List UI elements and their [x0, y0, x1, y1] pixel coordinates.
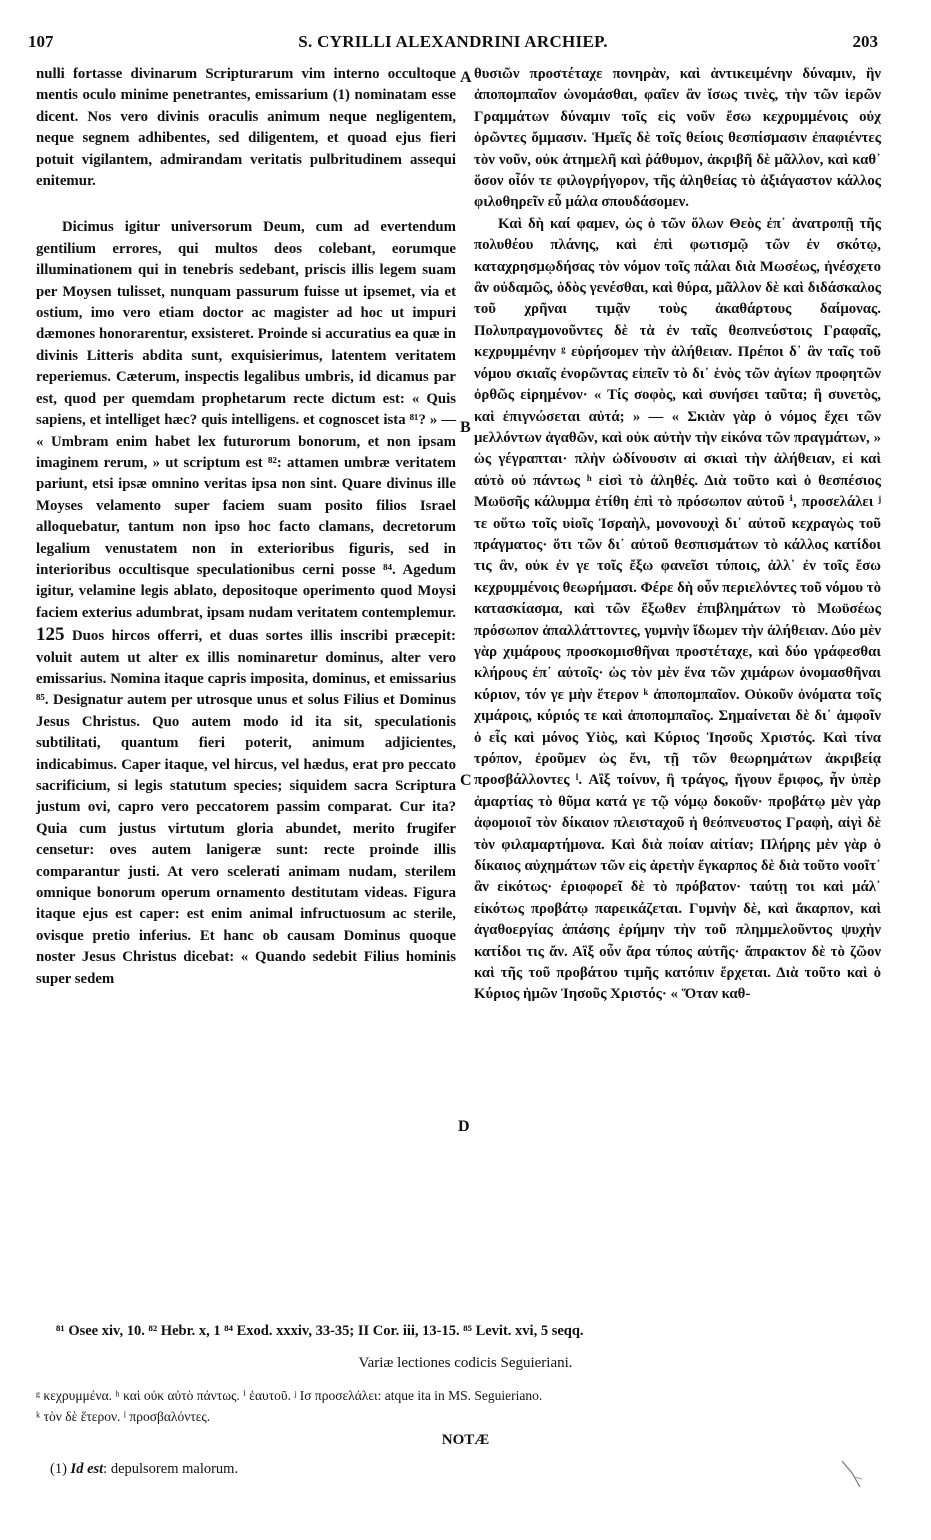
variae-line-2: ᵏ τὸν δὲ ἕτερον. ˡ προσβαλόντες.: [36, 1409, 211, 1424]
latin-column: [36, 64, 456, 990]
page-number-right: 203: [852, 32, 878, 51]
latin-paragraph-2-part-a: Dicimus igitur universorum Deum, cum ad evertendum gentilium errores, qui multos deos colebant, eorumque illuminationem qui in tenebris sedebant, priscis illis legem suam per Moysen tulisset, nunquam passurum fuisse ut ipsemet, via et ostium, imo vero etiam doctor ac magister ad hoc ut impuri dæmones honorarentur, exsisteret. Proinde si accuratius ea quæ in divinis Litteris abdita sunt, exquisierimus, latentem veritatem reperiemus. Cæterum, inspectis legalibus umbris, id dicamus par est, quod per quemdam prophetarum recte dictum est: « Quis sapiens, et intelliget hæc? quis intelligens. et cognoscet ista ⁸¹? » — « Umbram enim habet lex futurorum bonorum, et non ipsam imaginem rerum, » ut scriptum est ⁸²: attamen umbræ veritatem pariunt, etsi ipsæ omnino veritas ipsa non sint. Quare divinus ille Moyses velamento super faciem suam posito filios Israel alloquebatur, tantum non ipso hoc facto clamans, decretorum legalium venustatem non in exterioribus figuris, sed in interioribus occultisque speculationibus cerni posse ⁸⁴. Agedum igitur, velamine legis ablato, depositoque operimento quod Moysi faciem exterius adumbrat, ipsam nudam veritatem contemplemur.: [36, 219, 456, 621]
scripture-references: ⁸¹ Osee xiv, 10. ⁸² Hebr. x, 1 ⁸⁴ Exod. xxxiv, 33-35; II Cor. iii, 13-15. ⁸⁵ Levit. xvi, 5 seqq.: [56, 1323, 584, 1339]
variae-lectiones-heading: Variæ lectiones codicis Seguieriani.: [358, 1355, 573, 1371]
page-header: [28, 32, 878, 54]
latin-paragraph-2: [36, 217, 456, 990]
margin-letter-d: D: [458, 1118, 470, 1135]
notae-heading: NOTÆ: [441, 1432, 490, 1448]
greek-column: [474, 64, 881, 1006]
note-1-italic: Id est: [70, 1461, 104, 1477]
margin-letter-a: A: [460, 69, 472, 86]
variae-lectiones: [36, 1385, 886, 1427]
note-1-text: : depulsorem malorum.: [103, 1461, 239, 1477]
margin-letter-c: C: [460, 772, 472, 789]
latin-paragraph-1: nulli fortasse divinarum Scripturarum vim interno occultoque mentis oculo minime penetrantes, emissarium (1) nominatam esse dicent. Nos vero divinis oraculis animum neque negligentem, neque segnem adhibentes, sed diligentem, et quoad ejus fieri potuit vigilantem, admirandam veritatis pulbritudinem assequi enitemur.: [36, 66, 456, 190]
note-1: [50, 1461, 238, 1478]
greek-paragraph-2: Καὶ δὴ καί φαμεν, ὡς ὁ τῶν ὅλων Θεὸς ἐπ᾽ ἀνατροπῇ τῆς πολυθέου πλάνης, καὶ ἐπὶ φωτισμῷ τῶν ἐν σκότῳ, καταχρησμῳδήσας τὸν νόμον τοῖς πάλαι διὰ Μωσέως, ἠνέσχετο ἂν οὐδαμῶς, ὁδὸς γενέσθαι, καὶ θύρα, μᾶλλον δὲ καὶ διδάσκαλος τοῦ χρῆναι τιμᾷν τοὺς ἀκαθάρτους δαίμονας. Πολυπραγμονοῦντες δὲ τὰ ἐν ταῖς θεοπνεύστοις Γραφαῖς, κεχρυμμένην ᵍ εὑρήσομεν τὴν ἀλήθειαν. Πρέποι δ᾽ ἂν ταῖς τοῦ νόμου σκιαῖς ἐνορῶντας εἰπεῖν τὸ δι᾽ ἑνὸς τῶν ἁγίων προφητῶν ὀρθῶς εἰρημένον· « Τίς σοφὸς, καὶ συνήσει ταῦτα; ἢ συνετὸς, καὶ ἐπιγνώσεται αὐτά; » — « Σκιὰν γὰρ ὁ νόμος ἔχει τῶν μελλόντων ἀγαθῶν, καὶ οὐκ αὐτὴν τὴν εἰκόνα τῶν πραγμάτων, » ὡς γέγραπται· πλὴν ὠδίνουσιν αἱ σκιαὶ τὴν ἀλήθειαν, εἰ καὶ αὐτὸ οὐ πάντως ʰ εἰσὶ τὸ ἀληθές. Διὰ τοῦτο καὶ ὁ θεσπέσιος Μωϋσῆς κάλυμμα ἐτίθη ἐπὶ τὸ πρόσωπον αὐτοῦ ⁱ, προσελάλει ʲ τε οὕτω τοῖς υἱοῖς Ἰσραὴλ, μονονουχὶ δι᾽ αὐτοῦ κεχραγὼς τοῦ πράγματος· ὅτι τῶν δι᾽ αὐτοῦ θεσπισμάτων τὸ κάλλος κατίδοι τις ἂν, οὐκ ἐν γε τοῖς ἔξω φανεῖσι τύποις, ἀλλ᾽ ἐν τοῖς ἔσω κεχρυμμένοις θεωρήμασι. Φέρε δὴ οὖν περιελόντες τοῦ νόμου τὸ κατασκίασμα, καὶ τῶν ἔξωθεν ἐπιβλημάτων τὸ Μωϋσέως πρόσωπον ἀπαλλάττοντες, γυμνὴν ἴδωμεν τὴν ἀλήθειαν. Δύο μὲν γὰρ χιμάρους προσκομισθῆναι προστέταχε, καὶ δύο γράφεσθαι κλήρους ἐπ᾽ αὐτοῖς· ὡς τὸν μὲν ἕνα τῶν χιμάρων ὀνομασθῆναι κύριον, τόν γε μὴν ἕτερον ᵏ ἀποπομπαῖον. Οὐκοῦν ὀνόματα τοῖς χιμάροις, κύριός τε καὶ ἀποπομπαῖος. Σημαίνεται δὲ δι᾽ ἀμφοῖν ὁ εἷς καὶ μόνος Υἱὸς, καὶ Κύριος Ἰησοῦς Χριστός. Καὶ τίνα τρόπον, ἐροῦμεν ὡς ἔνι, τῇ τῶν θεωρημάτων ἀκριβείᾳ προσβάλλοντες ˡ. Αἲξ τοίνυν, ἢ τράγος, ἤγουν ἔριφος, ἦν ὑπὲρ ἁμαρτίας τὸ θῦμα κατά γε τῷ νόμῳ δοκοῦν· προβάτῳ μὲν γὰρ ἀφομοιοῖ τὸν δίκαιον πλεισταχοῦ ἡ θεόπνευστος Γραφὴ, αἰγὶ δὲ τὸν φιλαμαρτήμονα. Καὶ διὰ ποίαν αἰτίαν; Πλήρης μὲν γὰρ ὁ δίκαιος αὐχημάτων τῶν εἰς ἀρετὴν ἔγκαρπος δὲ διὰ τοῦτο νοοῖτ᾽ ἂν εἰκότως· ἐριοφορεῖ δὲ τὸ πρόβατον· ταύτῃ τοι καὶ μάλ᾽ εἰκότως προβάτῳ παρεικάζεται. Γυμνὴν δὲ, καὶ ἄκαρπον, καὶ ἀγαθοεργίας ἁπάσης ἐρήμην τὴν τοῦ πλημμελοῦντος ψυχὴν κατίδοι τις ἄν. Αἲξ οὖν ἄρα τύπος αὐτῆς· ἄπρακτον δὲ τὸ ζῶον καὶ τῆς τοῦ προβάτου τιμῆς κατόπιν ἔρχεται. Διὰ τοῦτο καὶ ὁ Κύριος ἡμῶν Ἰησοῦς Χριστός· « Ὅταν καθ-: [474, 215, 881, 1003]
section-number: 125: [36, 624, 65, 646]
page-number-left: 107: [28, 32, 54, 51]
greek-paragraph-1: θυσιῶν προστέταχε πονηρὰν, καὶ ἀντικειμένην δύναμιν, ἣν ἀποπομπαῖον ὠνομάσθαι, φαῖεν ἂν ἴσως τινὲς, τὴν τῶν ἱερῶν Γραμμάτων δύναμιν τοῖς εἰς νοῦν ἔσω κεχρυμμένοις οὐχ ὁρῶντες ὄμμασιν. Ἡμεῖς δὲ τοῖς θείοις θεσπίσμασιν ἐπαφιέντες τὸν νοῦν, οὐκ ἀτημελῆ καὶ ῥάθυμον, ἀκριβῆ δὲ μᾶλλον, καὶ καθ᾽ ὅσον οἷόν τε φιλογρήγορον, τῆς ἀληθείας τὸ ἀξιάγαστον κάλλος φιλοθηρεῖν εὖ μάλα σπουδάσομεν.: [474, 66, 881, 211]
margin-letter-b: B: [460, 419, 471, 436]
note-1-label: (1): [50, 1461, 71, 1477]
pencil-mark-icon: [838, 1457, 866, 1493]
latin-paragraph-2-part-b: Duos hircos offerri, et duas sortes illis inscribi præcepit: voluit autem ut alter ex illis nominaretur dominus, alter vero emissarius. Nomina itaque capris imposita, dominus, et emissarius ⁸⁵. Designatur autem per utrosque unus et solus Filius et Dominus Jesus Christus. Quo autem modo id ita sit, speculationis subtilitati, quantum fieri poterit, animum adjicientes, indicabimus. Caper itaque, vel hircus, vel hædus, erat pro peccato sacrificium, si legis statutum species; siquidem sacra Scriptura justum ovi, capro vero peccatorem passim comparat. Cur ita? Quia cum justus virtutum gloria abundet, merito frugifer censetur: oves autem lanigeræ sunt: recte proinde illis comparantur justi. At vero scelerati animam nudam, sterilem omnique bonorum operum ornamento destitutam videas. Figura itaque ejus est caper: est enim animal infructuosum ac sterile, ovisque pretio inferius. Et hanc ob causam Dominus quoque noster Jesus Christus dicebat: « Quando sedebit Filius hominis super sedem: [36, 628, 456, 987]
running-title: S. CYRILLI ALEXANDRINI ARCHIEP.: [298, 32, 608, 51]
variae-line-1: ᵍ κεχρυμμένα. ʰ καὶ οὐκ αὐτὸ πάντως. ⁱ ἑαυτοῦ. ʲ Ισ προσελάλει: atque ita in MS. Seguieriano.: [36, 1388, 543, 1403]
